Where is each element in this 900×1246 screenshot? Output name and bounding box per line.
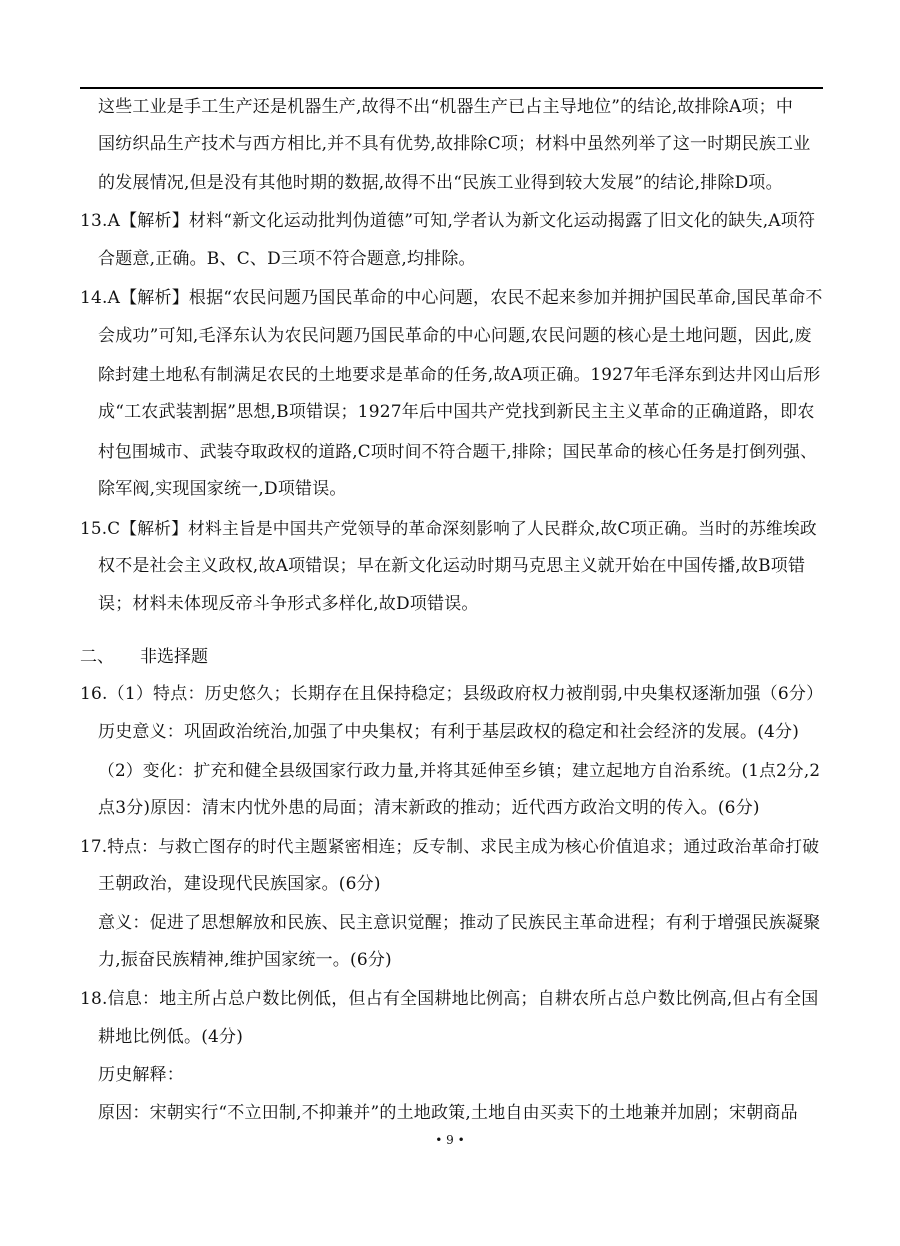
text-line: 这些工业是手工生产还是机器生产,故得不出“机器生产已占主导地位”的结论,故排除A项；中 bbox=[98, 97, 794, 117]
answer-15-line: 15.C【解析】材料主旨是中国共产党领导的革命深刻影响了人民群众,故C项正确。当时的苏维埃政 bbox=[80, 518, 817, 538]
section-title: 非选择题 bbox=[140, 647, 208, 667]
text-line: 村包围城市、武装夺取政权的道路,C项时间不符合题干,排除；国民革命的核心任务是打倒列强、 bbox=[98, 441, 818, 461]
answer-14-line: 14.A【解析】根据“农民问题乃国民革命的中心问题，农民不起来参加并拥护国民革命,国民革命不 bbox=[80, 288, 823, 308]
text-line: 误；材料未体现反帝斗争形式多样化,故D项错误。 bbox=[98, 594, 479, 614]
text-line: 权不是社会主义政权,故A项错误；早在新文化运动时期马克思主义就开始在中国传播,故B项错 bbox=[98, 556, 806, 576]
text-line: 国纺织品生产技术与西方相比,并不具有优势,故排除C项；材料中虽然列举了这一时期民族工业 bbox=[98, 134, 811, 154]
header-rule bbox=[80, 87, 823, 89]
answer-18-line: 18.信息：地主所占总户数比例低，但占有全国耕地比例高；自耕农所占总户数比例高,但占有全国 bbox=[80, 989, 819, 1009]
text-line: 历史意义：巩固政治统治,加强了中央集权；有利于基层政权的稳定和社会经济的发展。(4分) bbox=[98, 722, 800, 742]
text-line: 除军阀,实现国家统一,D项错误。 bbox=[98, 479, 347, 499]
text-line: 原因：宋朝实行“不立田制,不抑兼并”的土地政策,土地自由买卖下的土地兼并加剧；宋朝商品 bbox=[98, 1103, 798, 1123]
text-line: 历史解释： bbox=[98, 1065, 184, 1085]
text-line: 的发展情况,但是没有其他时期的数据,故得不出“民族工业得到较大发展”的结论,排除D项。 bbox=[98, 173, 783, 193]
page-number: • 9 • bbox=[435, 1133, 465, 1147]
text-line: 耕地比例低。(4分) bbox=[98, 1027, 244, 1047]
text-line: 合题意,正确。B、C、D三项不符合题意,均排除。 bbox=[98, 249, 476, 269]
text-line: （2）变化：扩充和健全县级国家行政力量,并将其延伸至乡镇；建立起地方自治系统。(1点2分,2 bbox=[98, 760, 821, 780]
section-heading bbox=[80, 646, 208, 668]
text-line: 除封建土地私有制满足农民的土地要求是革命的任务,故A项正确。1927年毛泽东到达井冈山后形 bbox=[98, 364, 821, 384]
text-line: 点3分)原因：清末内忧外患的局面；清末新政的推动；近代西方政治文明的传入。(6分) bbox=[98, 798, 760, 818]
text-line: 意义：促进了思想解放和民族、民主意识觉醒；推动了民族民主革命进程；有利于增强民族凝聚 bbox=[98, 913, 821, 933]
text-line: 会成功”可知,毛泽东认为农民问题乃国民革命的中心问题,农民问题的核心是土地问题，因此,废 bbox=[98, 326, 812, 346]
text-line: 王朝政治，建设现代民族国家。(6分) bbox=[98, 874, 381, 894]
section-number: 二、 bbox=[80, 647, 114, 667]
text-line: 成“工农武装割据”思想,B项错误；1927年后中国共产党找到新民主主义革命的正确道路，即农 bbox=[98, 402, 815, 422]
answer-16-line: 16.（1）特点：历史悠久；长期存在且保持稳定；县级政府权力被削弱,中央集权逐渐加强（6分） bbox=[80, 684, 824, 704]
text-line: 力,振奋民族精神,维护国家统一。(6分) bbox=[98, 950, 392, 970]
answer-13-line: 13.A【解析】材料“新文化运动批判伪道德”可知,学者认为新文化运动揭露了旧文化的缺失,A项符 bbox=[80, 211, 816, 231]
answer-17-line: 17.特点：与救亡图存的时代主题紧密相连；反专制、求民主成为核心价值追求；通过政治革命打破 bbox=[80, 836, 820, 856]
